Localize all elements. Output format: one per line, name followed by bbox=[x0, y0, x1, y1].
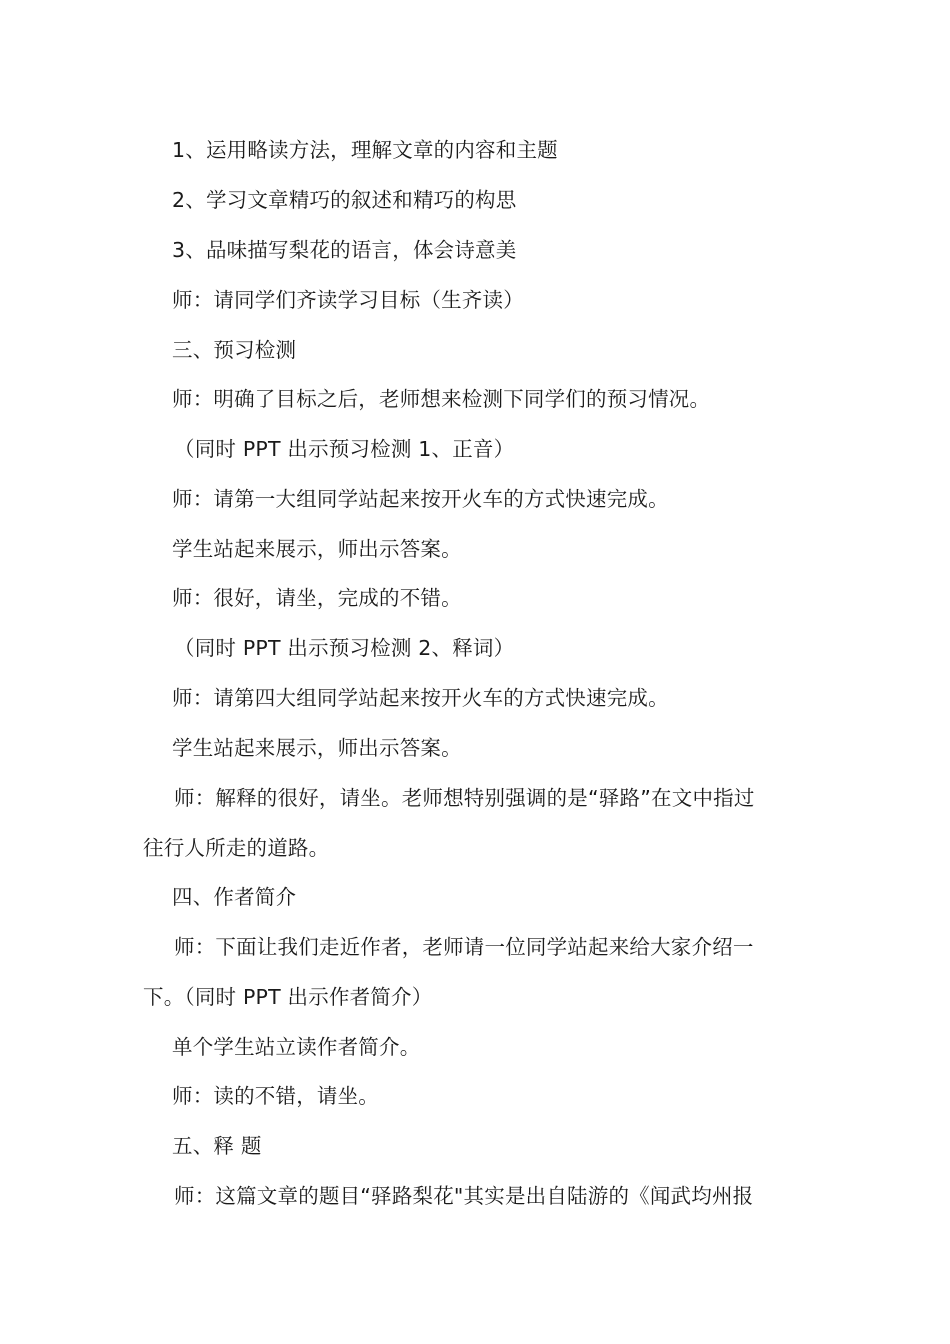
paragraph: 师：解释的很好，请坐。老师想特别强调的是“驿路”在文中指过 bbox=[174, 786, 755, 810]
paragraph: 学生站起来展示，师出示答案。 bbox=[172, 537, 462, 561]
objective-3: 3、品味描写梨花的语言，体会诗意美 bbox=[172, 238, 517, 262]
paragraph-continuation: 下。（同时 PPT 出示作者简介） bbox=[143, 985, 433, 1009]
paragraph: 师：请同学们齐读学习目标（生齐读） bbox=[172, 288, 524, 312]
objective-1: 1、运用略读方法，理解文章的内容和主题 bbox=[172, 138, 558, 162]
section-heading-3: 三、预习检测 bbox=[172, 338, 297, 362]
section-heading-5: 五、释 题 bbox=[172, 1134, 262, 1158]
paragraph: 学生站起来展示，师出示答案。 bbox=[172, 736, 462, 760]
paragraph: 师：这篇文章的题目“驿路梨花"其实是出自陆游的《闻武均州报 bbox=[174, 1184, 754, 1208]
paragraph: 师：很好，请坐，完成的不错。 bbox=[172, 586, 462, 610]
paragraph: 师：下面让我们走近作者，老师请一位同学站起来给大家介绍一 bbox=[174, 935, 754, 959]
paragraph: （同时 PPT 出示预习检测 1、正音） bbox=[174, 437, 515, 461]
paragraph: 师：读的不错，请坐。 bbox=[172, 1084, 379, 1108]
paragraph: 师：明确了目标之后，老师想来检测下同学们的预习情况。 bbox=[172, 387, 711, 411]
paragraph-continuation: 往行人所走的道路。 bbox=[143, 836, 330, 860]
section-heading-4: 四、作者简介 bbox=[172, 885, 297, 909]
paragraph: 单个学生站立读作者简介。 bbox=[172, 1035, 421, 1059]
objective-2: 2、学习文章精巧的叙述和精巧的构思 bbox=[172, 188, 517, 212]
paragraph: 师：请第一大组同学站起来按开火车的方式快速完成。 bbox=[172, 487, 669, 511]
paragraph: 师：请第四大组同学站起来按开火车的方式快速完成。 bbox=[172, 686, 669, 710]
paragraph: （同时 PPT 出示预习检测 2、释词） bbox=[174, 636, 515, 660]
